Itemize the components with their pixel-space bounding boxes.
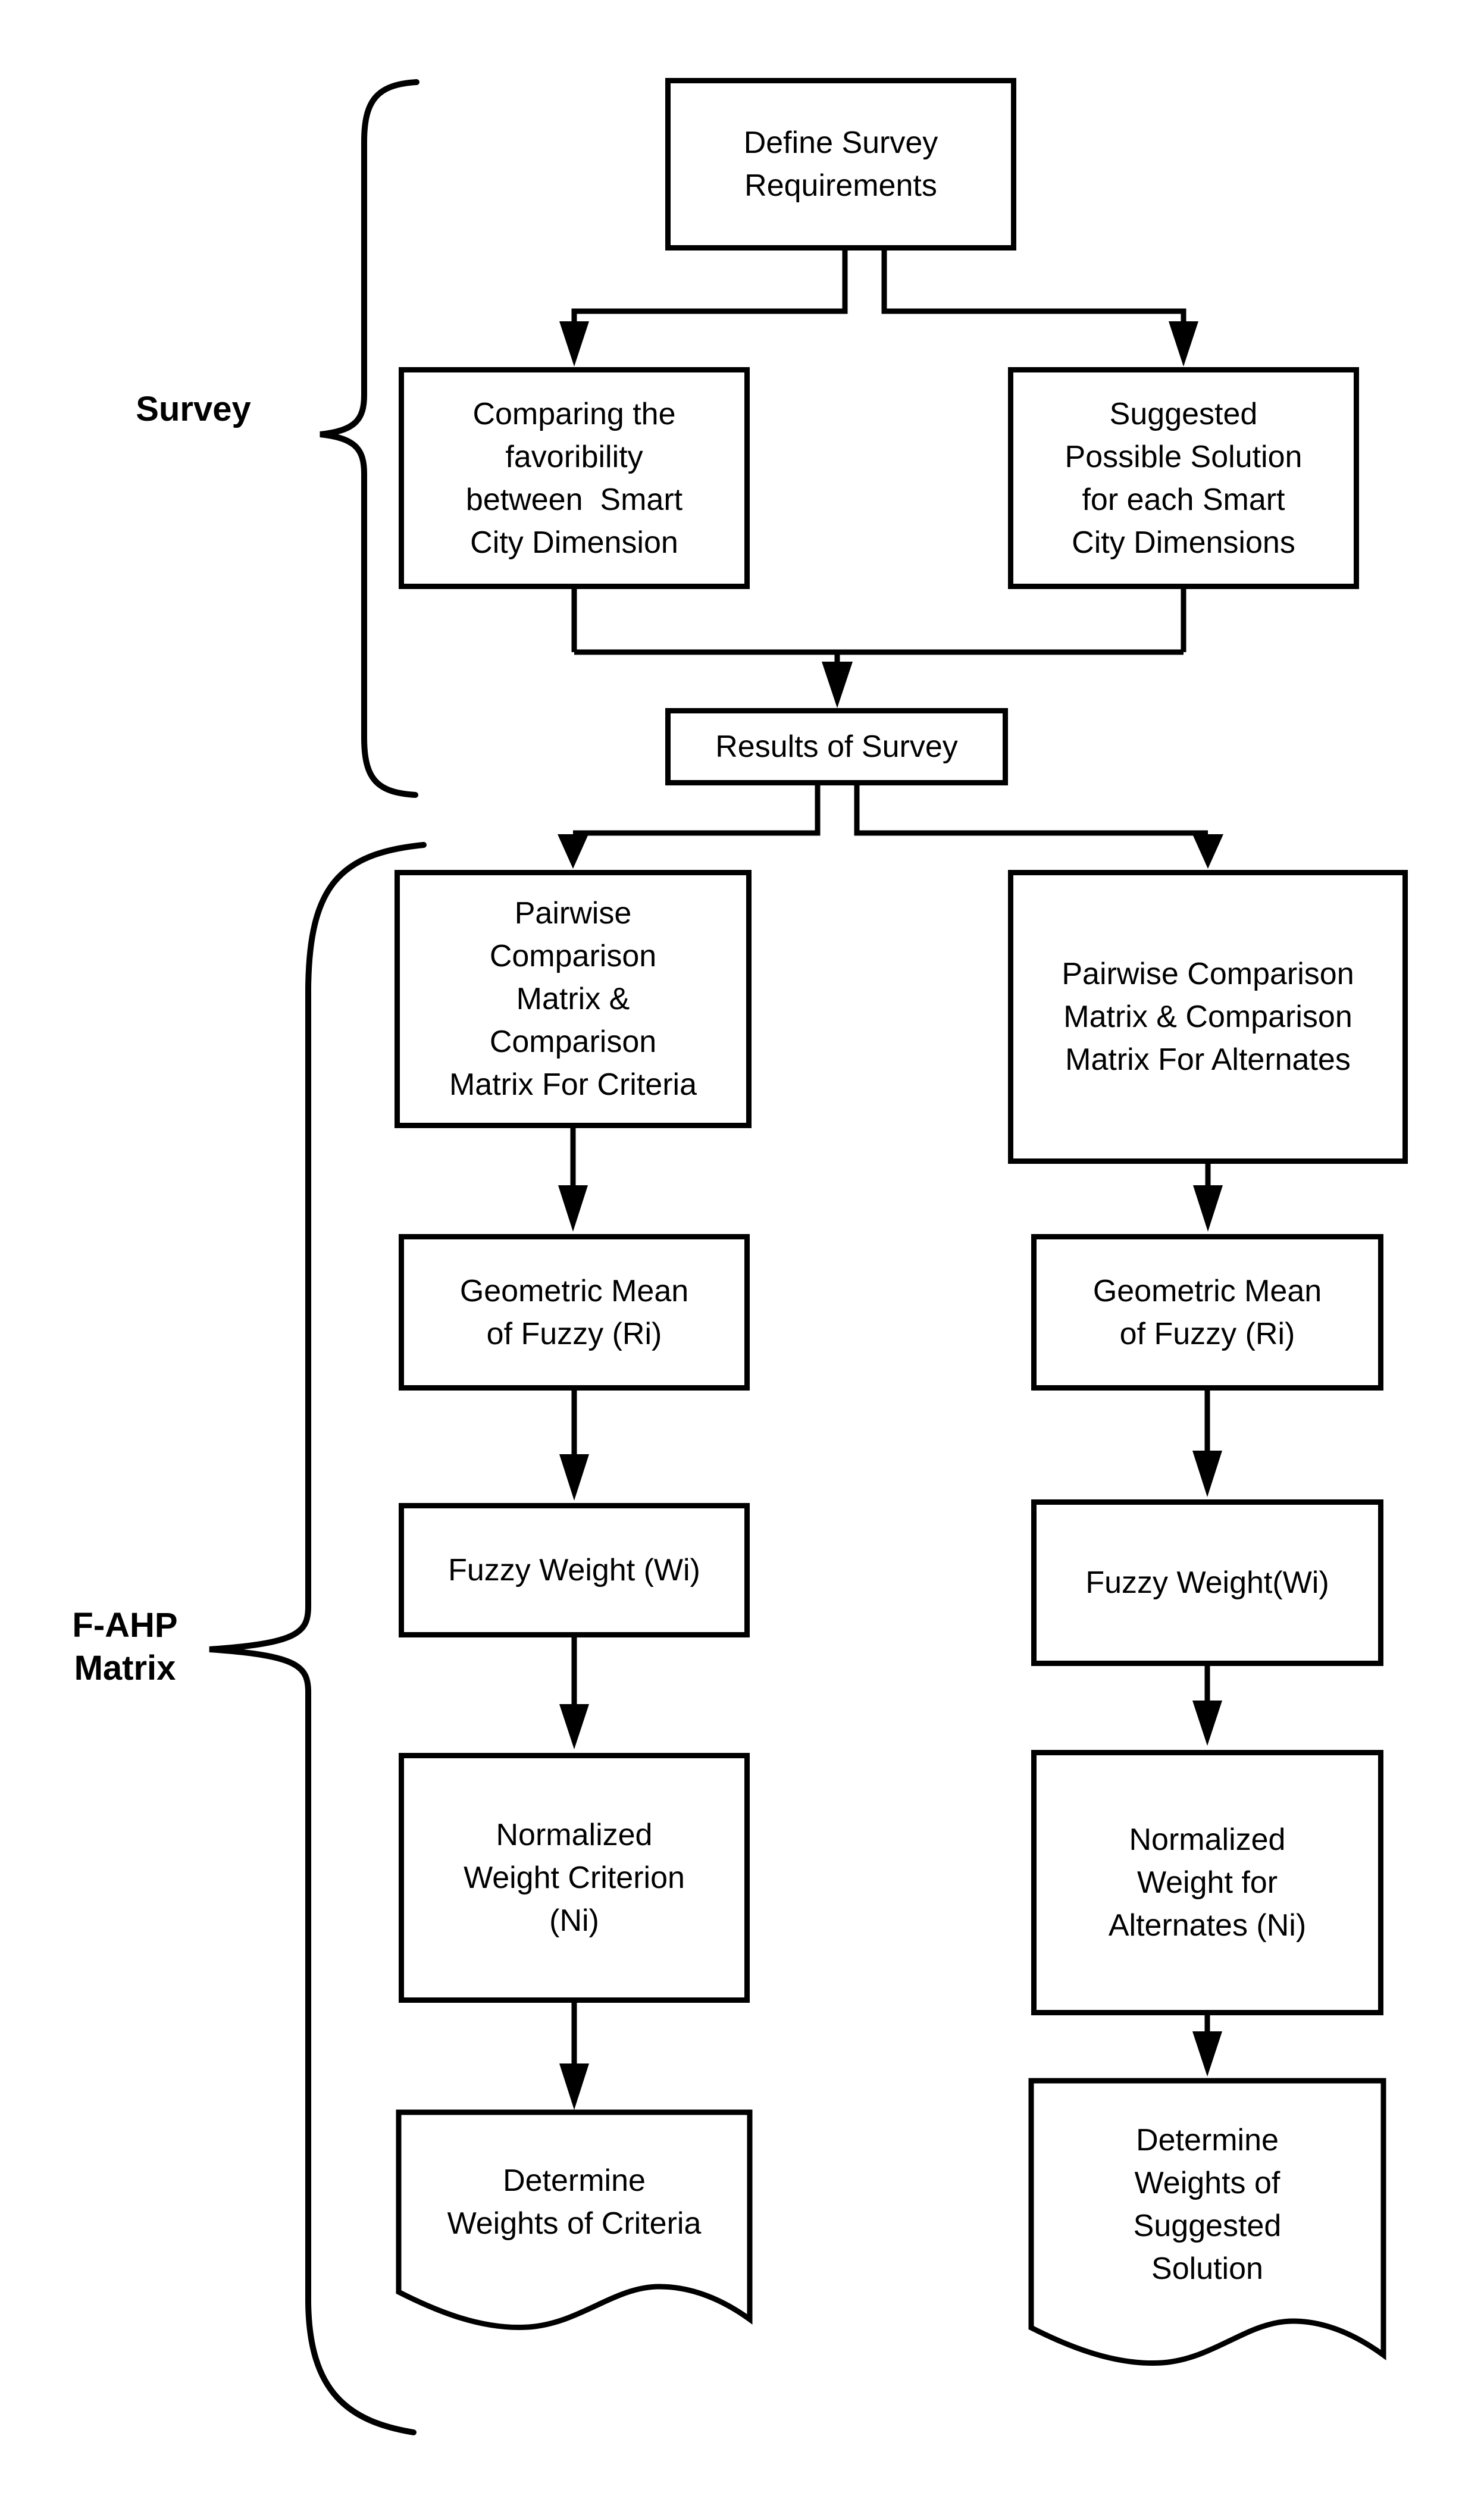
node-text-line: Comparison: [489, 939, 657, 973]
node-text-line: favoribility: [505, 439, 643, 474]
node-text-line: Weights of: [1134, 2165, 1281, 2200]
arrowhead-into-doc-left: [559, 2063, 589, 2110]
node-geometric-mean-right: [1031, 1234, 1383, 1391]
node-text-line: Pairwise: [514, 896, 632, 931]
node-geometric-mean-left: [399, 1234, 750, 1391]
fahp-group-label: [42, 1604, 208, 1690]
arrowhead-into-geometric-left: [558, 1185, 588, 1232]
node-normalized-weight-alternates: [1031, 1750, 1383, 2015]
node-text-line: Weights of Criteria: [447, 2206, 702, 2241]
node-text-line: Weight Criterion: [464, 1861, 685, 1895]
fahp-group-label-line2: Matrix: [74, 1649, 176, 1687]
arrowhead-into-fuzzy-left: [559, 1454, 589, 1501]
node-results-of-survey: [665, 708, 1008, 785]
edge-define-split: [574, 250, 1184, 331]
node-text-line: Fuzzy Weight(Wi): [1085, 1565, 1329, 1600]
edge-results-split: [573, 785, 1208, 833]
node-comparing-favoribility: [399, 367, 750, 589]
node-text-line: Comparing the: [472, 396, 676, 431]
arrowhead-into-suggest: [1169, 321, 1198, 367]
node-text-line: Suggested: [1133, 2208, 1282, 2243]
survey-group-label-text: Survey: [136, 390, 251, 428]
node-pairwise-matrix-alternates: [1008, 870, 1408, 1164]
arrowhead-into-normalized-left: [559, 1704, 589, 1749]
edge-branch-merge: [574, 589, 1184, 671]
fahp-group-label-line1: F-AHP: [72, 1606, 178, 1645]
arrowhead-into-fuzzy-right: [1192, 1451, 1222, 1497]
arrowhead-into-normalized-right: [1192, 1701, 1222, 1746]
node-pairwise-matrix-criteria: [395, 870, 752, 1128]
node-text-line: of Fuzzy (Ri): [486, 1316, 662, 1351]
node-text-line: for each Smart: [1082, 482, 1285, 517]
arrowhead-into-pairwise-alternates: [1192, 834, 1223, 869]
node-text-line: Normalized: [496, 1818, 653, 1852]
node-text-line: Possible Solution: [1065, 439, 1303, 474]
node-text-line: Normalized: [1129, 1823, 1286, 1857]
node-text-line: Geometric Mean: [459, 1273, 689, 1308]
node-fuzzy-weight-left: [399, 1503, 750, 1637]
node-text-line: between Smart: [465, 482, 683, 517]
node-text-line: Matrix &: [516, 982, 630, 1016]
node-text-line: Comparison: [489, 1025, 657, 1059]
arrowhead-into-compare: [559, 321, 589, 367]
node-text-line: Matrix For Alternates: [1065, 1042, 1351, 1077]
node-text-line: (Ni): [549, 1903, 599, 1938]
arrowhead-into-pairwise-criteria: [558, 834, 588, 869]
node-suggested-possible-solution: [1008, 367, 1359, 589]
node-text-line: Define Survey: [743, 126, 938, 160]
node-text-line: Fuzzy Weight (Wi): [448, 1553, 700, 1587]
node-normalized-weight-criterion: [399, 1753, 750, 2003]
node-text-line: City Dimensions: [1072, 525, 1295, 560]
node-text-line: Solution: [1151, 2251, 1263, 2286]
node-fuzzy-weight-right: [1031, 1499, 1383, 1666]
node-text-line: of Fuzzy (Ri): [1119, 1316, 1295, 1351]
node-text-line: Determine: [1136, 2122, 1279, 2157]
arrowhead-into-geometric-right: [1193, 1185, 1223, 1232]
fahp-brace: [209, 845, 424, 2432]
node-text-line: Geometric Mean: [1092, 1273, 1322, 1308]
node-determine-weights-suggested-solution: [1031, 2081, 1383, 2328]
node-text-line: Results of Survey: [715, 729, 958, 764]
node-text-line: Alternates (Ni): [1108, 1908, 1307, 1943]
node-text-line: Determine: [503, 2163, 646, 2198]
node-text-line: City Dimension: [470, 525, 678, 560]
node-text-line: Weight for: [1137, 1865, 1278, 1900]
node-text-line: Matrix & Comparison: [1063, 1000, 1352, 1034]
arrowhead-into-doc-right: [1192, 2031, 1222, 2077]
node-text-line: Requirements: [744, 168, 937, 203]
node-text-line: Suggested: [1109, 396, 1258, 431]
survey-group-label: [104, 388, 283, 431]
node-determine-weights-criteria: [399, 2112, 750, 2292]
arrowhead-into-results: [822, 662, 853, 708]
node-text-line: Pairwise Comparison: [1062, 957, 1354, 991]
node-define-survey-requirements: [665, 78, 1016, 250]
node-text-line: Matrix For Criteria: [449, 1067, 697, 1102]
